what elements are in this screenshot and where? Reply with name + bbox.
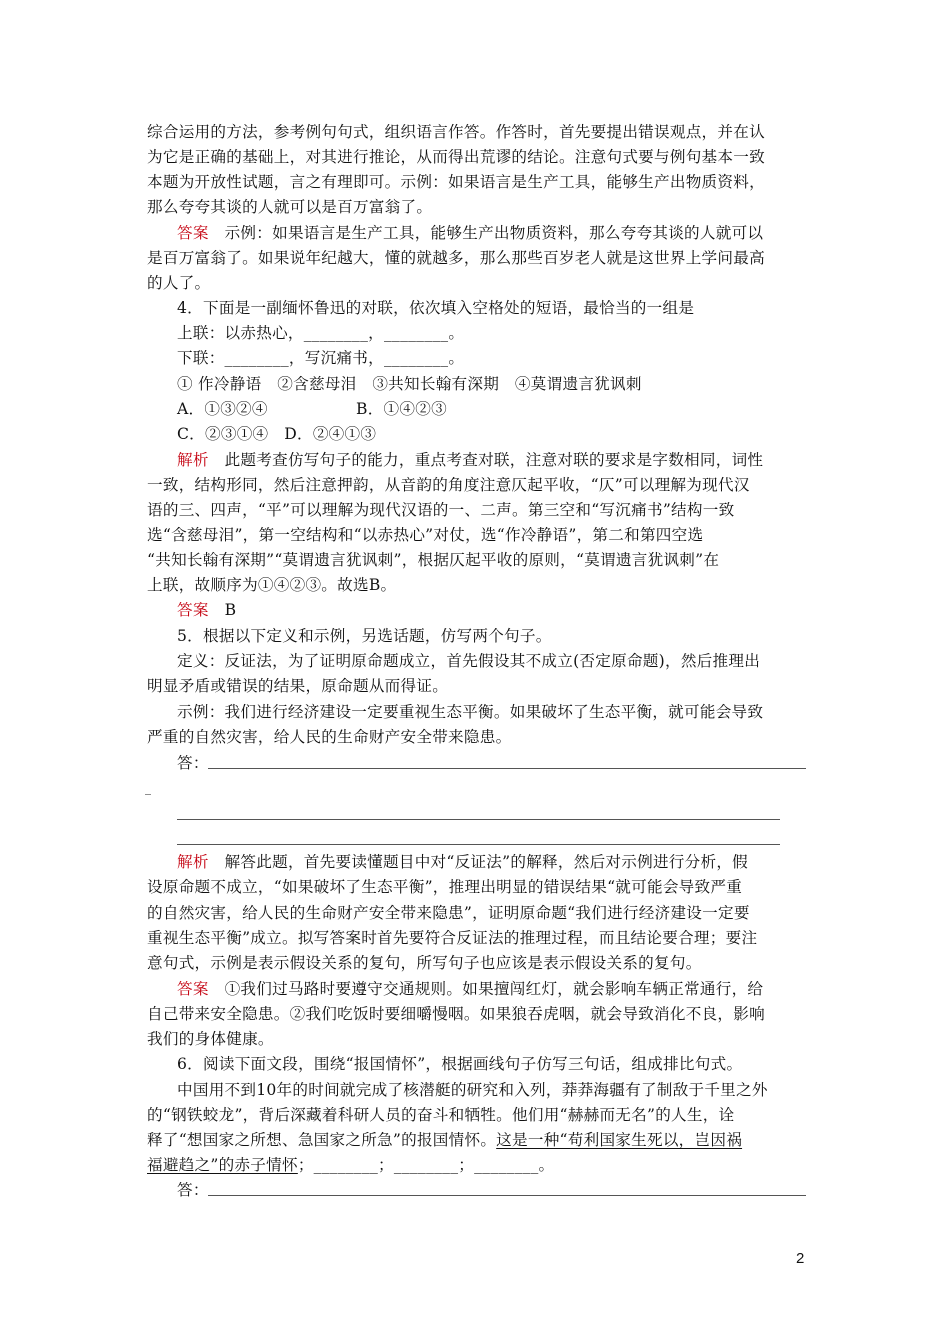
q4-answer: 答案 B [177, 601, 237, 619]
paragraph-line: 为它是正确的基础上，对其进行推论，从而得出荒谬的结论。注意句式要与例句基本一致 [147, 148, 765, 166]
q6-stem: 6．阅读下面文段，围绕“报国情怀”，根据画线句子仿写三句话，组成排比句式。 [177, 1055, 743, 1073]
analysis-label: 解析 [177, 451, 209, 469]
paragraph-line: 本题为开放性试题，言之有理即可。示例：如果语言是生产工具，能够生产出物质资料， [147, 173, 765, 191]
q5-answer-line: 答案 ①我们过马路时要遵守交通规则。如果擅闯红灯，就会影响车辆正常通行，给 [177, 980, 764, 998]
q6-passage-line: 释了“想国家之所想、急国家之所急”的报国情怀。这是一种“苟利国家生死以，岂因祸 [147, 1131, 743, 1149]
q4-analysis-line: 选“含慈母泪”，第一空结构和“以赤热心”对仗，选“作冷静语”，第二和第四空选 [147, 526, 704, 544]
answer-label: 答案 [177, 980, 209, 998]
q3-answer-line: 是百万富翁了。如果说年纪越大，懂的就越多，那么那些百岁老人就是这世界上学问最高 [147, 249, 765, 267]
answer-blank-line[interactable] [177, 844, 780, 845]
q6-passage-line: 的“钢铁蛟龙”，背后深藏着科研人员的奋斗和牺牲。他们用“赫赫而无名”的人生，诠 [147, 1106, 735, 1124]
paragraph-line: 综合运用的方法，参考例句句式，组织语言作答。作答时，首先要提出错误观点，并在认 [147, 123, 765, 141]
q4-upper-couplet: 上联：以赤热心，________，________。 [177, 324, 465, 342]
q5-analysis-line: 的自然灾害，给人民的生命财产安全带来隐患”，证明原命题“我们进行经济建设一定要 [147, 904, 750, 922]
q5-analysis-line: 重视生态平衡”成立。拟写答案时首先要符合反证法的推理过程，而且结论要合理；要注 [147, 929, 758, 947]
q3-answer-line: 答案 示例：如果语言是生产工具，能够生产出物质资料，那么夸夸其谈的人就可以 [177, 224, 764, 242]
answer-label: 答案 [177, 224, 209, 242]
answer-blank-line[interactable] [208, 768, 806, 769]
q4-analysis-line: 解析 此题考查仿写句子的能力，重点考查对联，注意对联的要求是字数相同，词性 [177, 451, 764, 469]
page-number: 2 [796, 1250, 805, 1267]
q5-reply-label: 答： [177, 754, 209, 772]
q5-stem: 5．根据以下定义和示例，另选话题，仿写两个句子。 [177, 627, 552, 645]
q4-lower-couplet: 下联：________，写沉痛书，________。 [177, 349, 465, 367]
underlined-sentence: 福避趋之”的赤子情怀 [147, 1156, 298, 1174]
q5-example-line: 示例：我们进行经济建设一定要重视生态平衡。如果破坏了生态平衡，就可能会导致 [177, 703, 764, 721]
q5-answer-line: 自己带来安全隐患。②我们吃饭时要细嚼慢咽。如果狼吞虎咽，就会导致消化不良，影响 [147, 1005, 765, 1023]
q5-definition-line: 定义：反证法，为了证明原命题成立，首先假设其不成立(否定原命题)，然后推理出 [177, 652, 761, 670]
answer-blank-line[interactable] [208, 1195, 806, 1196]
q5-definition-line: 明显矛盾或错误的结果，原命题从而得证。 [147, 677, 449, 695]
analysis-label: 解析 [177, 853, 209, 871]
q4-option-a: A．①③②④ [177, 400, 268, 418]
q4-stem: 4．下面是一副缅怀鲁迅的对联，依次填入空格处的短语，最恰当的一组是 [177, 299, 695, 317]
q4-items: ① 作冷静语 ②含慈母泪 ③共知长翰有深期 ④莫谓遗言犹讽刺 [177, 375, 642, 393]
q4-analysis-line: “共知长翰有深期”“莫谓遗言犹讽刺”，根据仄起平收的原则，“莫谓遗言犹讽刺”在 [147, 551, 720, 569]
q4-analysis-line: 语的三、四声，“平”可以理解为现代汉语的一、二声。第三空和“写沉痛书”结构一致 [147, 501, 735, 519]
q6-passage-line: 中国用不到10年的时间就完成了核潜艇的研究和入列，莽莽海疆有了制敌于千里之外 [177, 1081, 768, 1099]
q5-answer-line: 我们的身体健康。 [147, 1030, 274, 1048]
underlined-sentence: 这是一种“苟利国家生死以，岂因祸 [496, 1131, 743, 1149]
paragraph-line: 那么夸夸其谈的人就可以是百万富翁了。 [147, 198, 433, 216]
q4-analysis-line: 一致，结构形同，然后注意押韵，从音韵的角度注意仄起平收，“仄”可以理解为现代汉 [147, 476, 750, 494]
answer-blank-line[interactable] [177, 819, 780, 820]
q3-answer-line: 的人了。 [147, 274, 211, 292]
q4-analysis-line: 上联，故顺序为①④②③。故选B。 [147, 576, 397, 594]
q6-reply-label: 答： [177, 1181, 209, 1199]
q4-option-b: B．①④②③ [356, 400, 447, 418]
q5-analysis-line: 解析 解答此题，首先要读懂题目中对“反证法”的解释，然后对示例进行分析，假 [177, 853, 749, 871]
q5-analysis-line: 意句式，示例是表示假设关系的复句，所写句子也应该是表示假设关系的复句。 [147, 954, 702, 972]
blank-dash: _ [145, 781, 152, 795]
q6-passage-line: 福避趋之”的赤子情怀；________；________；________。 [147, 1156, 555, 1174]
q4-option-cd: C．②③①④ D．②④①③ [177, 425, 377, 443]
q5-example-line: 严重的自然灾害，给人民的生命财产安全带来隐患。 [147, 728, 512, 746]
answer-label: 答案 [177, 601, 209, 619]
q5-analysis-line: 设原命题不成立，“如果破坏了生态平衡”，推理出明显的错误结果“就可能会导致严重 [147, 878, 743, 896]
